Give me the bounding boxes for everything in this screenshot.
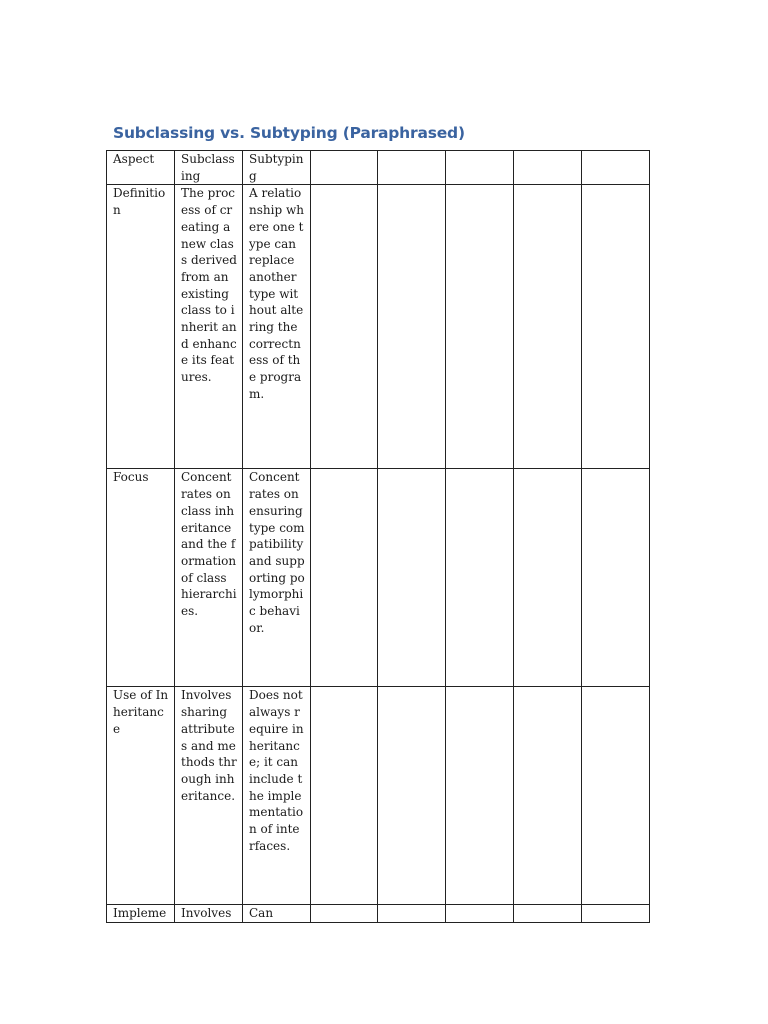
table-header-row: [107, 151, 650, 185]
aspect-cell: Definition: [107, 185, 175, 469]
empty-cell: [514, 151, 582, 185]
empty-cell: [582, 185, 650, 469]
empty-cell: [446, 687, 514, 905]
empty-cell: [378, 185, 446, 469]
table-row: [107, 469, 650, 687]
table-row: [107, 687, 650, 905]
empty-cell: [582, 469, 650, 687]
subclassing-cell: The process of creating a new class derived from an existing class to inherit and enhance its features.: [175, 185, 243, 469]
header-cell-subclassing: Subclassing: [175, 151, 243, 185]
empty-cell: [378, 469, 446, 687]
empty-cell: [582, 905, 650, 923]
subtyping-cell: Can: [243, 905, 311, 923]
empty-cell: [446, 151, 514, 185]
empty-cell: [311, 469, 378, 687]
empty-cell: [311, 151, 378, 185]
aspect-cell: Focus: [107, 469, 175, 687]
header-cell-aspect: Aspect: [107, 151, 175, 185]
empty-cell: [582, 151, 650, 185]
subtyping-cell: A relationship where one type can replace another type without altering the correctness of the program.: [243, 185, 311, 469]
aspect-cell: Use of Inheritance: [107, 687, 175, 905]
empty-cell: [514, 687, 582, 905]
empty-cell: [446, 185, 514, 469]
empty-cell: [378, 687, 446, 905]
comparison-table: [106, 150, 650, 923]
empty-cell: [311, 185, 378, 469]
empty-cell: [378, 905, 446, 923]
table-row: [107, 185, 650, 469]
empty-cell: [446, 469, 514, 687]
empty-cell: [378, 151, 446, 185]
empty-cell: [311, 687, 378, 905]
empty-cell: [582, 687, 650, 905]
empty-cell: [311, 905, 378, 923]
table-row: [107, 905, 650, 923]
document-title: Subclassing vs. Subtyping (Paraphrased): [113, 124, 465, 142]
subclassing-cell: Concentrates on class inheritance and the formation of class hierarchies.: [175, 469, 243, 687]
empty-cell: [514, 185, 582, 469]
empty-cell: [514, 469, 582, 687]
subtyping-cell: Concentrates on ensuring type compatibility and supporting polymorphic behavior.: [243, 469, 311, 687]
aspect-cell: Impleme: [107, 905, 175, 923]
empty-cell: [514, 905, 582, 923]
subclassing-cell: Involves sharing attributes and methods through inheritance.: [175, 687, 243, 905]
subclassing-cell: Involves: [175, 905, 243, 923]
empty-cell: [446, 905, 514, 923]
header-cell-subtyping: Subtyping: [243, 151, 311, 185]
subtyping-cell: Does not always require inheritance; it can include the implementation of interfaces.: [243, 687, 311, 905]
